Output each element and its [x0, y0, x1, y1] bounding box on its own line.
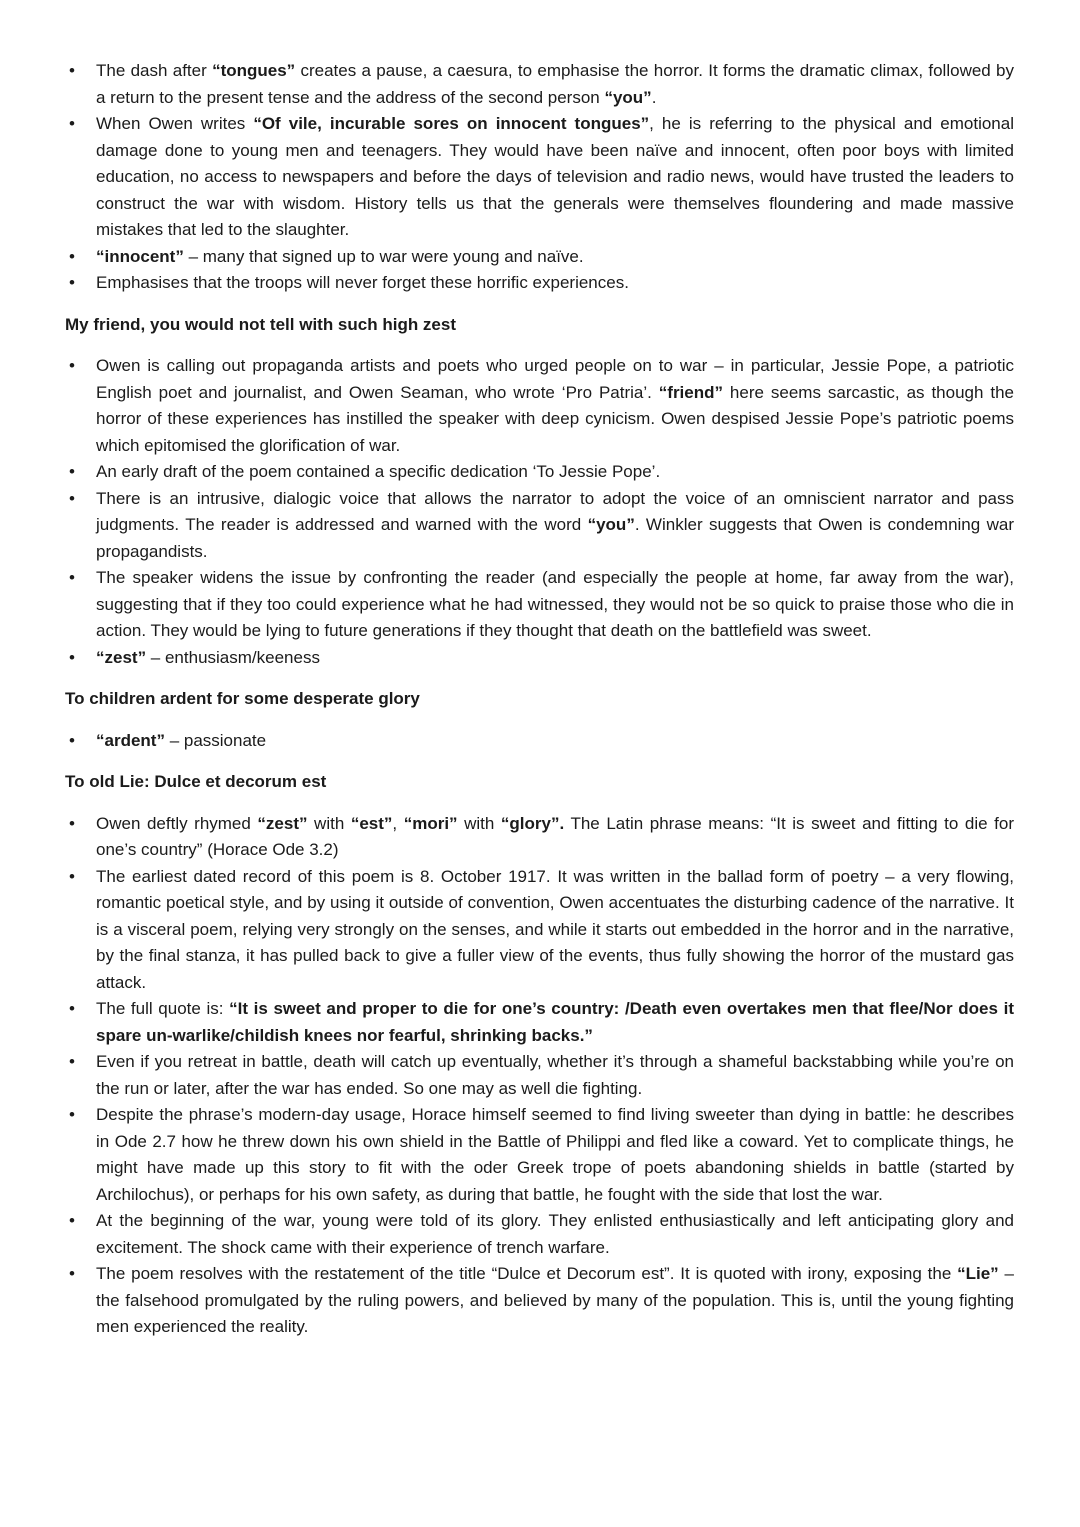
bold-text-run: “mori” — [403, 813, 458, 833]
bullet-icon: • — [69, 1052, 75, 1071]
text-run: The dash after — [96, 61, 213, 80]
list-item-text — [96, 1211, 1014, 1257]
list-item-text — [96, 648, 320, 667]
text-run: At the beginning of the war, young were told of its glory. They enlisted enthusiastically and left anticipating glory and excitement. The shock came with their experience of trench warfare. — [96, 1211, 1014, 1257]
bold-text-run: “ardent” — [96, 730, 165, 750]
text-run: The earliest dated record of this poem is 8. October 1917. It was written in the ballad form of poetry – a very flowing, romantic poetical style, and by using it outside of convention, Owen accentuates the disturbing cadence of the narrative. It is a visceral poem, relying very strongly on the senses, and while it starts out embedded in the horror and in the narrative, by the final stanza, it has pulled back to give a fuller view of the events, thus fully showing the horror of the mustard gas attack. — [96, 866, 1014, 992]
bold-text-run: “Lie” — [957, 1264, 999, 1283]
bold-text-run: “glory”. — [500, 813, 565, 833]
text-run: When Owen writes — [96, 114, 254, 133]
text-run: – many that signed up to war were young and naïve. — [183, 246, 584, 266]
list-item — [65, 811, 1014, 864]
bold-text-run: “innocent” — [96, 246, 184, 266]
section-heading: My friend, you would not tell with such high zest — [65, 314, 456, 334]
text-run: . Winkler suggests that Owen is condemning war propagandists. — [96, 515, 1014, 561]
text-run: The Latin phrase means: “It is sweet and fitting to die for one’s country” (Horace Ode 3.2) — [96, 813, 1014, 859]
bold-text-run: “you” — [604, 87, 652, 107]
section-heading: To old Lie: Dulce et decorum est — [65, 772, 327, 791]
list-item-text — [96, 247, 584, 266]
list-item — [65, 645, 1014, 672]
bold-text-run: “zest” — [257, 813, 308, 833]
list-item-text — [96, 356, 1014, 455]
list-item-text — [96, 814, 1014, 860]
text-run: The full quote is: — [96, 999, 230, 1018]
list-item — [65, 864, 1014, 997]
bullet-icon: • — [69, 114, 75, 133]
list-item-text — [96, 462, 660, 481]
bullet-icon: • — [69, 647, 75, 667]
bullet-icon: • — [69, 730, 75, 750]
bullet-icon: • — [69, 1211, 75, 1230]
list-item-text — [96, 867, 1014, 992]
text-run: , he is referring to the physical and emotional damage done to young men and teenagers. They would have been naïve and innocent, often poor boys with limited education, no access to newspapers and before the days of television and radio news, would have trusted the leaders to construct the war with wisdom. History tells us that the generals were themselves floundering and made massive mistakes that led to the slaughter. — [96, 114, 1014, 239]
list-item — [65, 1208, 1014, 1261]
list-item — [65, 111, 1014, 244]
bold-text-run: “est” — [350, 813, 393, 833]
list-item — [65, 1049, 1014, 1102]
bullet-icon: • — [69, 246, 75, 266]
text-run: Despite the phrase’s modern-day usage, Horace himself seemed to find living sweeter than dying in battle: he describes in Ode 2.7 how he threw down his own shield in the Battle of Philippi and fled like a coward. Yet to complicate things, he might have made up this story to fit with the oder Greek trope of poets abandoning shields in battle (started by Archilochus), or perhaps for his own safety, as during that battle, he fought with the side that lost the war. — [96, 1105, 1014, 1204]
text-run: with — [457, 813, 501, 833]
list-item — [65, 565, 1014, 645]
text-run: Owen is calling out propaganda artists and poets who urged people on to war – in particular, Jessie Pope, a patriotic English poet and journalist, and Owen Seaman, who wrote ‘Pro Patria’. — [96, 356, 1014, 402]
bullet-icon: • — [69, 356, 75, 375]
list-item-text — [96, 999, 1014, 1045]
list-item — [65, 270, 1014, 297]
bullet-icon: • — [69, 1105, 75, 1124]
bold-text-run: “tongues” — [212, 61, 296, 80]
bullet-icon: • — [69, 462, 75, 481]
bullet-icon: • — [69, 1264, 75, 1283]
text-run: creates a pause, a caesura, to emphasise the horror. It forms the dramatic climax, followed by a return to the present tense and the address of the second person — [96, 61, 1015, 107]
bullet-list — [65, 58, 1014, 297]
bullet-icon: • — [69, 61, 75, 80]
bold-text-run: “friend” — [658, 382, 724, 402]
text-run: – passionate — [164, 730, 267, 750]
list-item-text — [96, 1105, 1014, 1204]
bullet-list — [65, 353, 1014, 671]
list-item-text — [96, 114, 1014, 239]
list-item-text — [96, 273, 629, 292]
text-run: Even if you retreat in battle, death will catch up eventually, whether it’s through a shameful backstabbing while you’re on the run or later, after the war has ended. So one may as well die fighting. — [96, 1052, 1014, 1098]
text-run: , — [392, 813, 404, 833]
bullet-icon: • — [69, 273, 75, 292]
bullet-icon: • — [69, 813, 75, 833]
bullet-list — [65, 728, 1014, 755]
bold-text-run: “It is sweet and proper to die for one’s country: /Death even overtakes men that flee/Nor does it spare un-warlike/childish knees nor fearful, shrinking backs.” — [96, 999, 1014, 1045]
list-item-text — [96, 61, 1014, 107]
list-item — [65, 1102, 1014, 1208]
list-item — [65, 996, 1014, 1049]
list-item — [65, 459, 1014, 486]
text-run: There is an intrusive, dialogic voice that allows the narrator to adopt the voice of an omniscient narrator and pass judgments. The reader is addressed and warned with the word — [96, 488, 1014, 534]
bold-text-run: “you” — [587, 515, 635, 534]
bullet-icon: • — [69, 999, 75, 1018]
list-item-text — [96, 489, 1014, 561]
bullet-list — [65, 811, 1014, 1341]
text-run: . — [651, 87, 657, 107]
list-item — [65, 486, 1014, 566]
text-run: Owen deftly rhymed — [96, 813, 258, 833]
list-item-text — [96, 568, 1014, 640]
bullet-icon: • — [69, 488, 75, 508]
list-item — [65, 244, 1014, 271]
text-run: The speaker widens the issue by confronting the reader (and especially the people at home, far away from the war), suggesting that if they too could experience what he had witnessed, they would not be so quick to praise those who die in action. They would be lying to future generations if they thought that death on the battlefield was sweet. — [96, 568, 1014, 640]
list-item — [65, 728, 1014, 755]
text-run: An early draft of the poem contained a specific dedication ‘To Jessie Pope’. — [96, 462, 661, 481]
list-item-text — [96, 731, 266, 750]
text-run: with — [307, 813, 351, 833]
list-item — [65, 58, 1014, 111]
text-run: – the falsehood promulgated by the ruling powers, and believed by many of the population. This is, until the young fighting men experienced the reality. — [96, 1264, 1014, 1336]
bullet-icon: • — [69, 866, 75, 886]
section-heading: To children ardent for some desperate glory — [65, 689, 420, 708]
text-run: – enthusiasm/keeness — [146, 647, 320, 667]
bold-text-run: “Of vile, incurable sores on innocent tongues” — [253, 114, 650, 133]
list-item-text — [96, 1052, 1014, 1098]
list-item-text — [96, 1264, 1014, 1336]
text-run: here seems sarcastic, as though the horror of these experiences has instilled the speaker with deep cynicism. Owen despised Jessie Pope’s patriotic poems which epitomised the glorification of war. — [96, 382, 1014, 455]
bold-text-run: “zest” — [96, 647, 147, 667]
list-item — [65, 353, 1014, 459]
bullet-icon: • — [69, 568, 75, 587]
list-item — [65, 1261, 1014, 1341]
text-run: The poem resolves with the restatement of the title “Dulce et Decorum est”. It is quoted with irony, exposing the — [96, 1264, 958, 1283]
text-run: Emphasises that the troops will never forget these horrific experiences. — [96, 273, 629, 292]
